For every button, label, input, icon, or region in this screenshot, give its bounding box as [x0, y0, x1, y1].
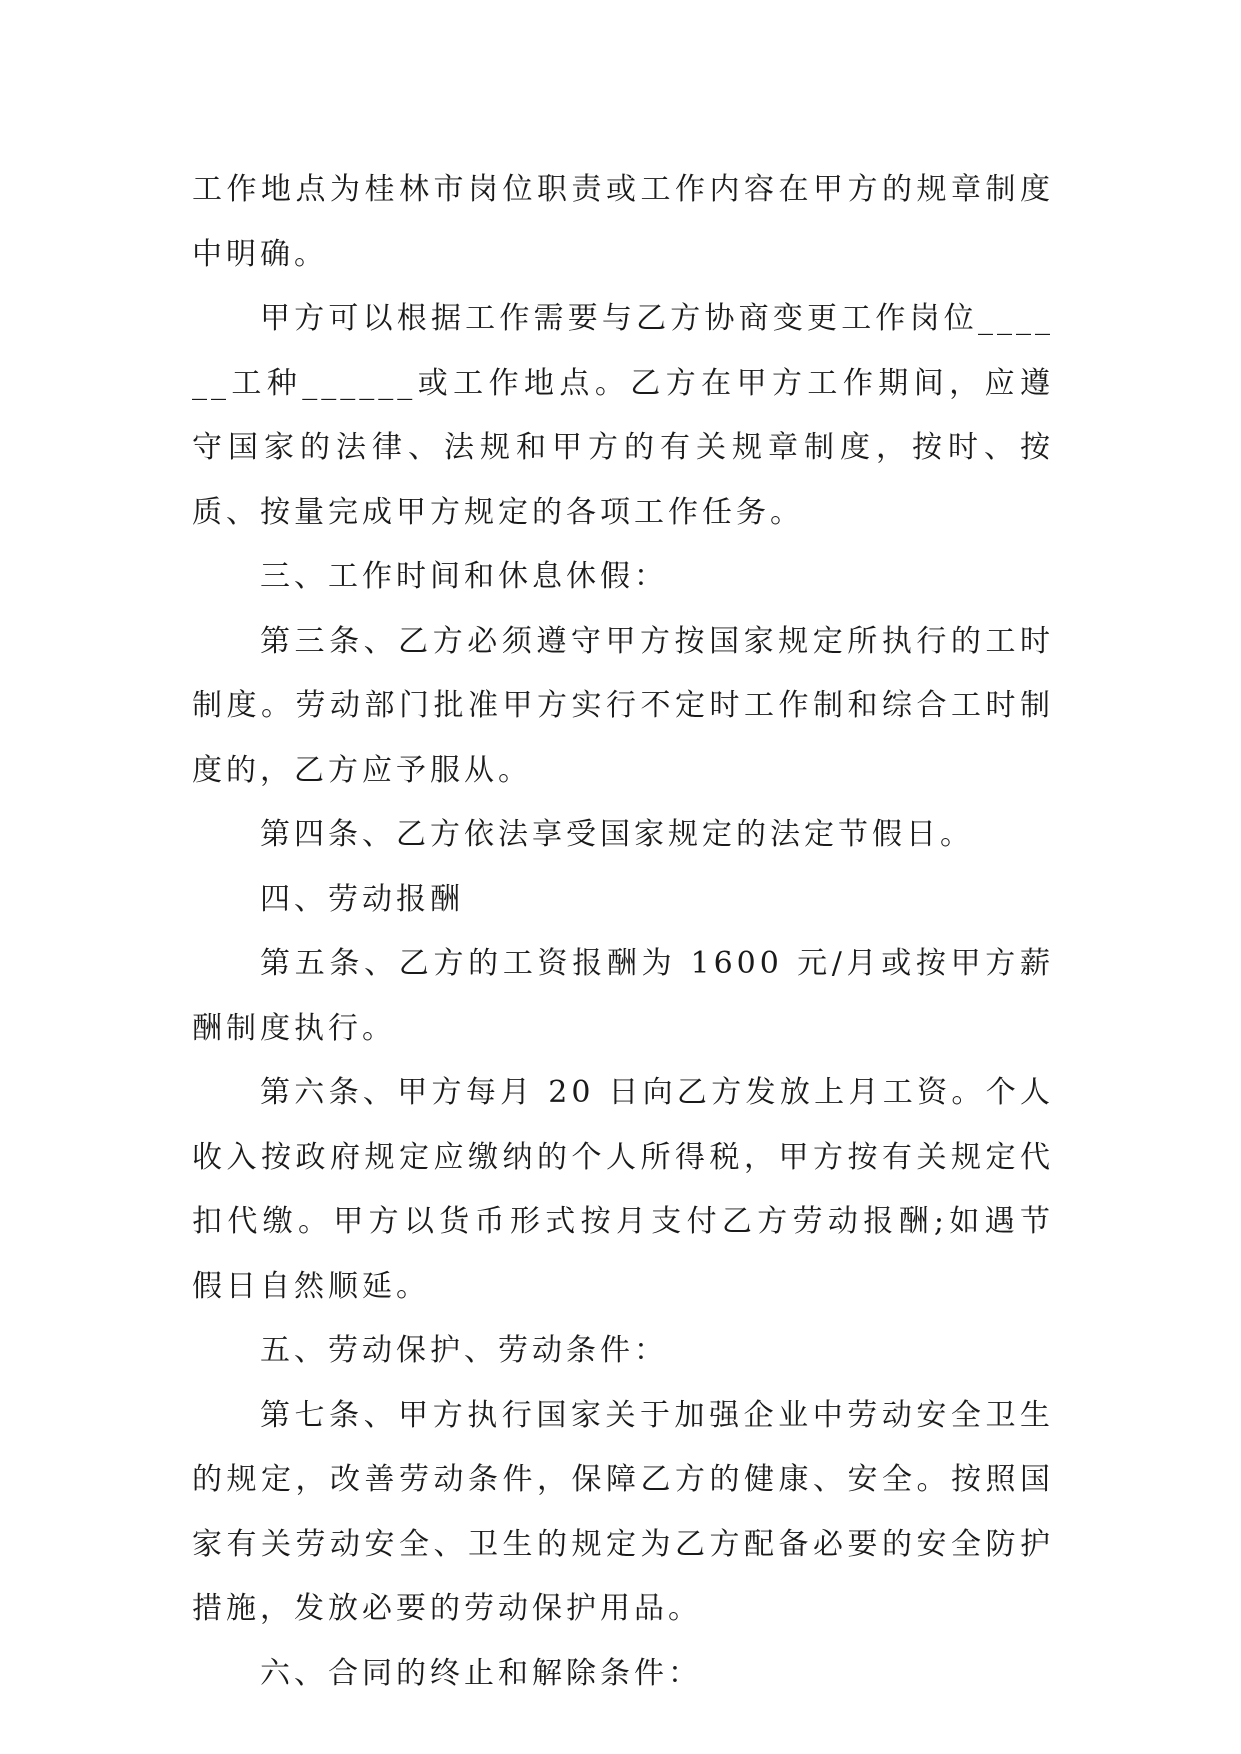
contract-body — [192, 158, 1054, 1706]
article-7-paragraph: 第七条、甲方执行国家关于加强企业中劳动安全卫生的规定，改善劳动条件，保障乙方的健康、安全。按照国家有关劳动安全、卫生的规定为乙方配备必要的安全防护措施，发放必要的劳动保护用品。 — [192, 1397, 1054, 1626]
section-heading-termination: 六、合同的终止和解除条件： — [260, 1655, 702, 1691]
article-3-paragraph: 第三条、乙方必须遵守甲方按国家规定所执行的工时制度。劳动部门批准甲方实行不定时工作制和综合工时制度的，乙方应予服从。 — [192, 623, 1054, 788]
article-5-paragraph: 第五条、乙方的工资报酬为 1600 元/月或按甲方薪酬制度执行。 — [192, 946, 1054, 1046]
section-heading-remuneration: 四、劳动报酬 — [260, 881, 464, 917]
article-4-paragraph: 第四条、乙方依法享受国家规定的法定节假日。 — [260, 817, 974, 852]
article-6-paragraph: 第六条、甲方每月 20 日向乙方发放上月工资。个人收入按政府规定应缴纳的个人所得税，甲方按有关规定代扣代缴。甲方以货币形式按月支付乙方劳动报酬;如遇节假日自然顺延。 — [192, 1075, 1054, 1304]
paragraph-work-location: 工作地点为桂林市岗位职责或工作内容在甲方的规章制度中明确。 — [192, 172, 1054, 272]
section-heading-working-hours: 三、工作时间和休息休假： — [260, 559, 668, 594]
paragraph-position-change: 甲方可以根据工作需要与乙方协商变更工作岗位______工种______或工作地点。乙方在甲方工作期间，应遵守国家的法律、法规和甲方的有关规章制度，按时、按质、按量完成甲方规定的各项工作任务。 — [192, 301, 1054, 530]
section-heading-labor-protection: 五、劳动保护、劳动条件： — [260, 1333, 668, 1368]
